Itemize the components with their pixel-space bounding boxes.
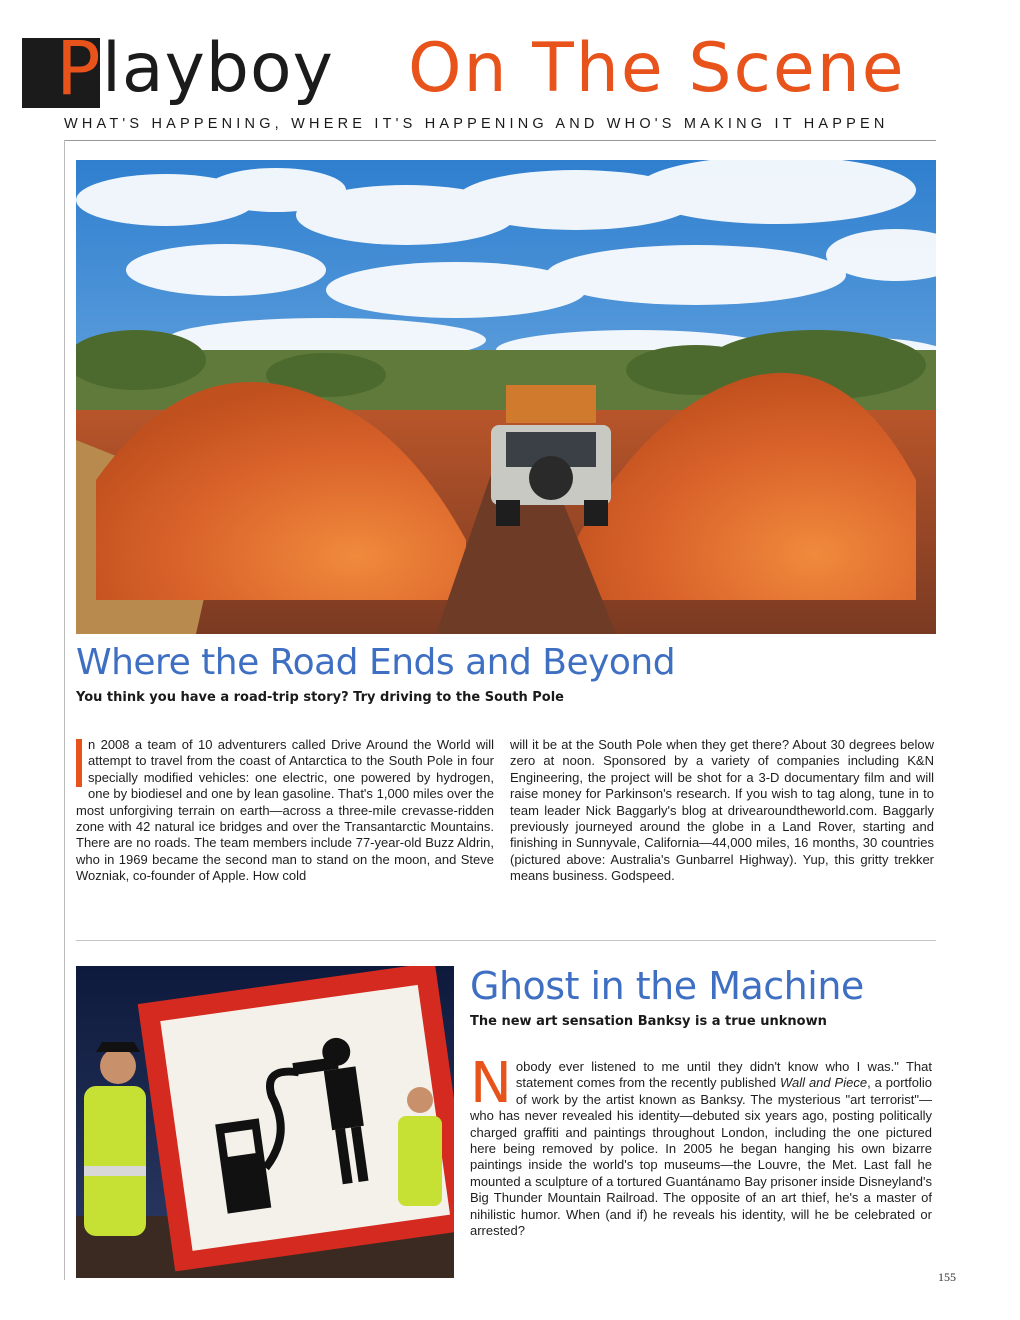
desert-road-photo: [76, 160, 936, 634]
article2-dek: The new art sensation Banksy is a true unknown: [470, 1014, 827, 1029]
top-divider: [64, 140, 936, 141]
section-title: On The Scene: [408, 29, 906, 108]
masthead-tagline: WHAT'S HAPPENING, WHERE IT'S HAPPENING AND WHO'S MAKING IT HAPPEN: [64, 116, 889, 132]
left-divider: [64, 140, 65, 1280]
article2-text-b: , a portfolio of work by the artist known as Banksy. The mysterious "art terrorist"—who has never revealed his identity—debuted six years ago, posting politically charged graffiti and paintings throughout London, including the one pictured here being removed by police. In 2005 he began hanging his own bizarre paintings inside the world's top museums—the Louvre, the Met. Last fall he mounted a sculpture of a tortured Guantánamo Bay prisoner inside Disneyland's Big Thunder Mountain Railroad. The opposite of an art thief, he's a master of nihilistic humor. When (and if) he reveals his identity, will he be celebrated or arrested?: [470, 1075, 932, 1239]
article1-text-2: will it be at the South Pole when they get there? About 30 degrees below zero at noon. Sponsored by a variety of companies including K&N Engineering, the project will be shot for a 3-D documentary film and will raise money for Parkinson's research. If you wish to tag along, tune in to team leader Nick Baggarly's blog at drivearoundtheworld.com. Baggarly previously journeyed around the globe in a Land Rover, starting and finishing in Sunnyvale, California—44,000 miles, 16 months, 30 countries (pictured above: Australia's Gunbarrel Highway). Yup, this gritty trekker means business. Godspeed.: [510, 737, 934, 884]
article1-text-1: n 2008 a team of 10 adventurers called Drive Around the World will attempt to travel from the coast of Antarctica to the South Pole in four specially modified vehicles: one electric, one powered by hydrogen, one by biodiesel and one by lean gasoline. That's 1,000 miles over the most unforgiving terrain on earth—across a three-mile crevasse-ridden zone with 42 natural ice bridges and over the Transantarctic Mountains. There are no roads. The team members include 77-year-old Buzz Aldrin, who in 1969 became the second man to stand on the moon, and Steve Wozniak, co-founder of Apple. How cold: [76, 737, 494, 884]
article1-column-1: [76, 737, 494, 885]
masthead: [22, 26, 1002, 112]
article1-column-2: [510, 737, 934, 885]
logo-brand-text: layboy: [102, 29, 334, 108]
page-number: 155: [938, 1270, 956, 1284]
book-title: Wall and Piece: [779, 1075, 868, 1091]
article2-column: [470, 1051, 932, 1239]
desert-road-illustration: [76, 160, 936, 634]
article1-headline: Where the Road Ends and Beyond: [76, 642, 676, 683]
article2-text-a: obody ever listened to me until they didn't know who I was." That statement comes from the recently published: [515, 1059, 932, 1091]
drop-cap-n: N: [470, 1051, 512, 1116]
article2-headline: Ghost in the Machine: [470, 964, 864, 1008]
drop-cap-bar: [76, 739, 82, 787]
logo-p-letter: P: [56, 26, 101, 112]
section-divider: [76, 940, 936, 941]
banksy-sign-illustration: [76, 966, 454, 1278]
article1-dek: You think you have a road-trip story? Try driving to the South Pole: [76, 690, 564, 705]
banksy-sign-photo: [76, 966, 454, 1278]
